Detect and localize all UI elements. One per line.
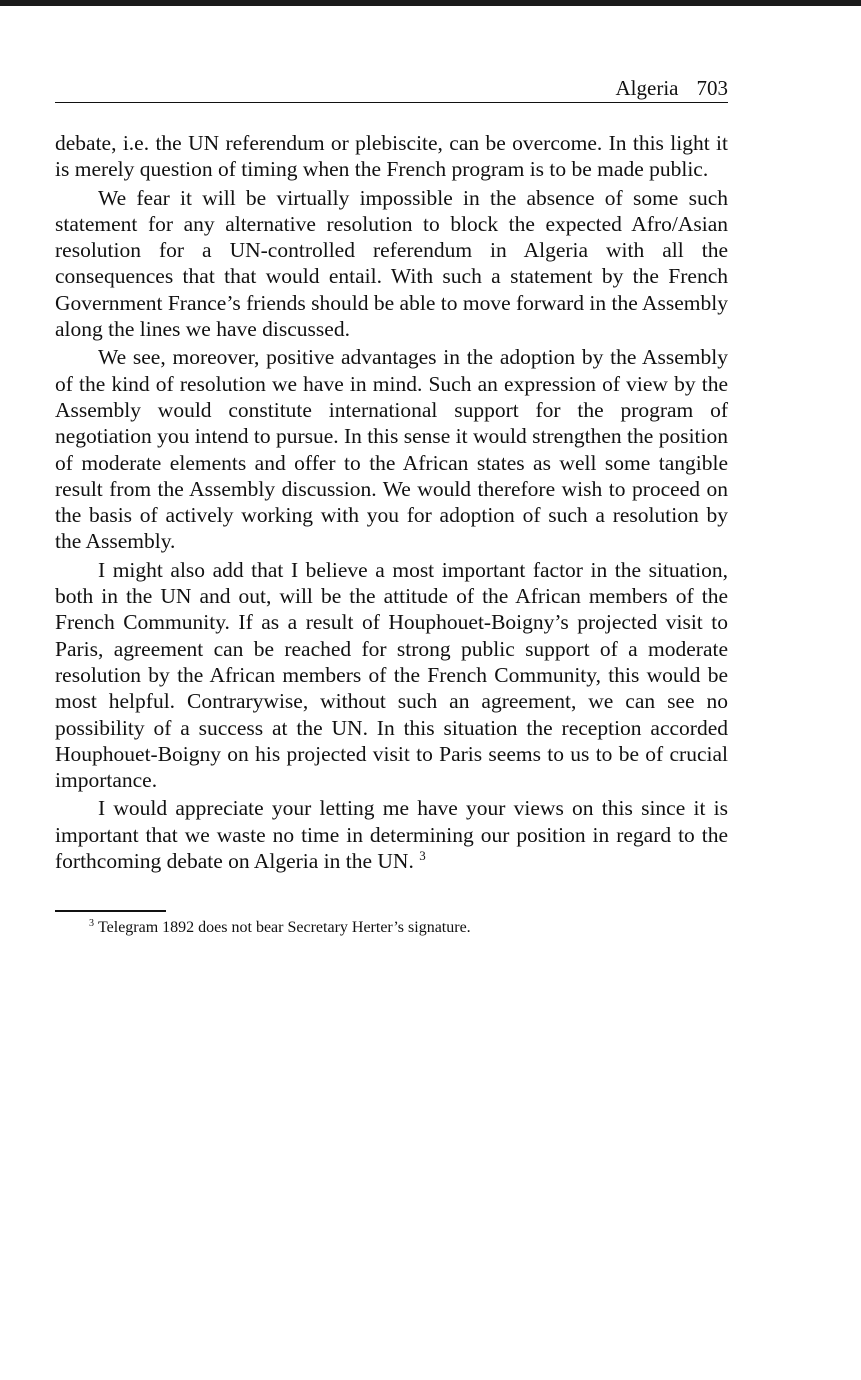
section-title: Algeria xyxy=(615,76,679,100)
paragraph-5 xyxy=(55,795,728,874)
footnote-divider xyxy=(55,910,166,912)
paragraph-3: We see, moreover, positive advantages in the adoption by the Assembly of the kind of resolution we have in mind. Such an expression of view by the Assembly would constitute international support for the program of negotiation you intend to pursue. In this sense it would strengthen the position of moderate elements and offer to the African states as well some tangible result from the Assembly discussion. We would therefore wish to proceed on the basis of actively working with you for adoption of such a resolution by the Assembly. xyxy=(55,345,728,554)
body-text xyxy=(55,130,728,876)
paragraph-1: debate, i.e. the UN referendum or plebiscite, can be overcome. In this light it is merely question of timing when the French program is to be made public. xyxy=(55,131,728,182)
footnote-reference: 3 xyxy=(419,847,426,863)
footnote-text: Telegram 1892 does not bear Secretary Herter’s signature. xyxy=(98,919,471,936)
paragraph-4: I might also add that I believe a most important factor in the situation, both in the UN and out, will be the attitude of the African members of the French Community. If as a result of Houphouet-​Boigny’s projected visit to Paris, agreement can be reached for strong public support of a moderate resolution by the African members of the French Community, this would be most helpful. Contrarywise, without such an agreement, we can see no possibility of a success at the UN. In this situation the reception accorded Houphouet-Boigny on his projected visit to Paris seems to us to be of crucial importance. xyxy=(55,557,728,793)
footnote xyxy=(89,918,729,938)
page-number: 703 xyxy=(696,76,728,100)
paragraph-2: We fear it will be virtually impossible in the absence of some such statement for any alternative resolution to block the expected Afro/​Asian resolution for a UN-controlled referendum in Algeria with all the consequences that that would entail. With such a statement by the French Government France’s friends should be able to move forward in the Assembly along the lines we have discussed. xyxy=(55,185,728,342)
page-top-edge xyxy=(0,0,861,6)
paragraph-5-text: I would appreciate your letting me have your views on this since it is important that we waste no time in determining our position in regard to the forthcoming debate on Algeria in the UN. xyxy=(55,796,728,874)
footnote-marker: 3 xyxy=(89,917,94,929)
running-header xyxy=(55,74,728,103)
